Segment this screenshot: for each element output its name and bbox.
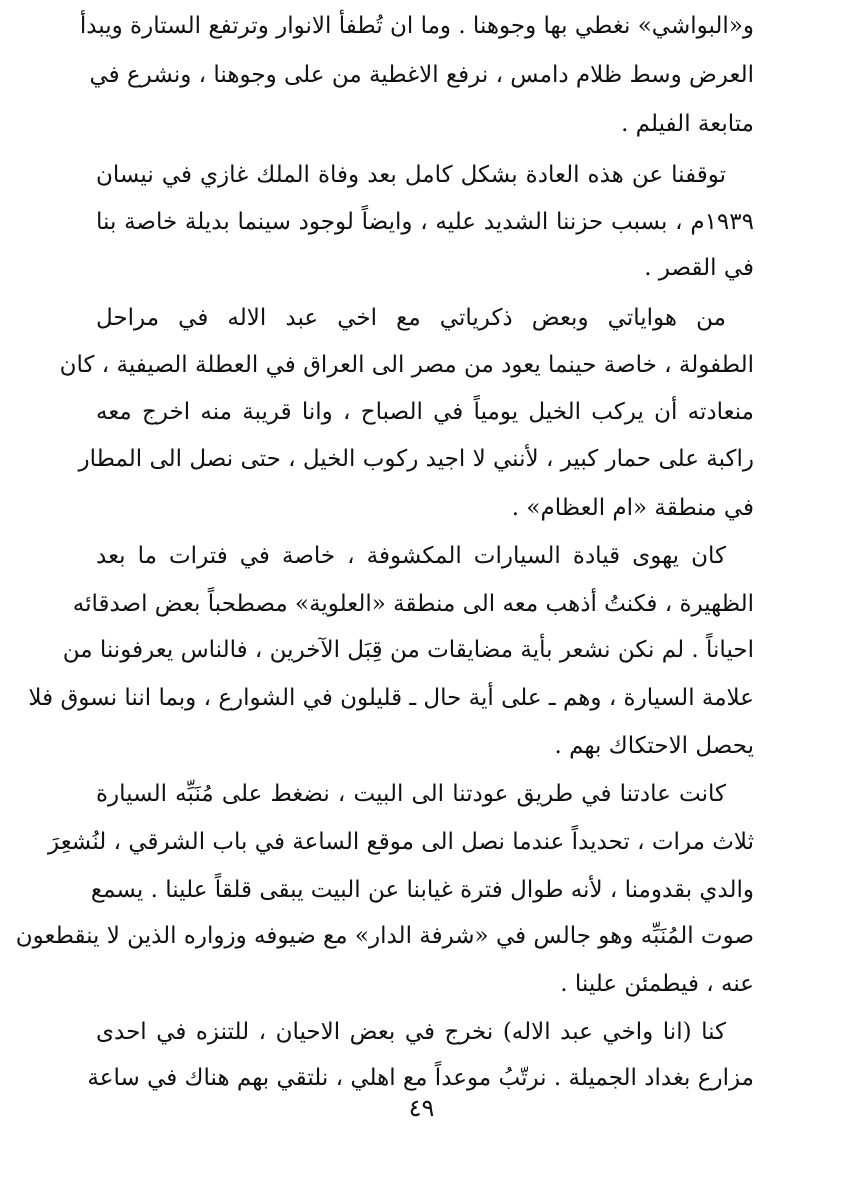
text-line: في القصر . (644, 255, 754, 281)
text-line: صوت المُنَبِّه وهو جالس في «شرفة الدار» مع ضيوفه وزواره الذين لا ينقطعون (15, 923, 754, 949)
book-page (15, 0, 754, 1200)
text-line: والدي بقدومنا ، لأنه طوال فترة غيابنا عن البيت يبقى قلقاً علينا . يسمع (90, 877, 754, 903)
text-line: مزارع بغداد الجميلة . نرتّبُ موعداً مع اهلي ، نلتقي بهم هناك في ساعة (87, 1065, 754, 1091)
text-line: يحصل الاحتكاك بهم . (554, 733, 754, 759)
text-line: كانت عادتنا في طريق عودتنا الى البيت ، نضغط على مُنَبِّه السيارة (96, 781, 726, 807)
text-line: الظهيرة ، فكنتُ أذهب معه الى منطقة «العلوية» مصطحباً بعض اصدقائه (72, 591, 754, 617)
text-line: العرض وسط ظلام دامس ، نرفع الاغطية من على وجوهنا ، ونشرع في (89, 62, 754, 88)
text-line: ثلاث مرات ، تحديداً عندما نصل الى موقع الساعة في باب الشرقي ، لنُشعِرَ (48, 829, 754, 855)
text-line: ١٩٣٩م ، بسبب حزننا الشديد عليه ، وايضاً لوجود سينما بديلة خاصة بنا (96, 209, 754, 235)
text-line: توقفنا عن هذه العادة بشكل كامل بعد وفاة الملك غازي في نيسان (96, 162, 726, 188)
text-line: و«البواشي» نغطي بها وجوهنا . وما ان تُطفأ الانوار وترتفع الستارة ويبدأ (79, 13, 754, 39)
text-line: في منطقة «ام العظام» . (511, 495, 754, 521)
page-number: ٤٩ (408, 1094, 435, 1122)
text-line: عنه ، فيطمئن علينا . (560, 971, 754, 997)
text-line: كنا (انا واخي عبد الاله) نخرج في بعض الاحيان ، للتنزه في احدى (96, 1019, 726, 1045)
text-line: كان يهوى قيادة السيارات المكشوفة ، خاصة في فترات ما بعد (96, 543, 726, 569)
text-line: من هواياتي وبعض ذكرياتي مع اخي عبد الاله في مراحل (96, 305, 726, 331)
text-line: احياناً . لم نكن نشعر بأية مضايقات من قِبَل الآخرين ، فالناس يعرفوننا من (62, 637, 754, 663)
text-line: الطفولة ، خاصة حينما يعود من مصر الى العراق في العطلة الصيفية ، كان (59, 352, 754, 378)
text-line: علامة السيارة ، وهم ـ على أية حال ـ قليلون في الشوارع ، وبما اننا نسوق فلا (28, 685, 754, 711)
text-line: راكبة على حمار كبير ، لأنني لا اجيد ركوب الخيل ، حتى نصل الى المطار (78, 446, 754, 472)
text-line: متابعة الفيلم . (621, 111, 754, 137)
text-line: منعادته أن يركب الخيل يومياً في الصباح ، وانا قريبة منه اخرج معه (96, 399, 754, 425)
